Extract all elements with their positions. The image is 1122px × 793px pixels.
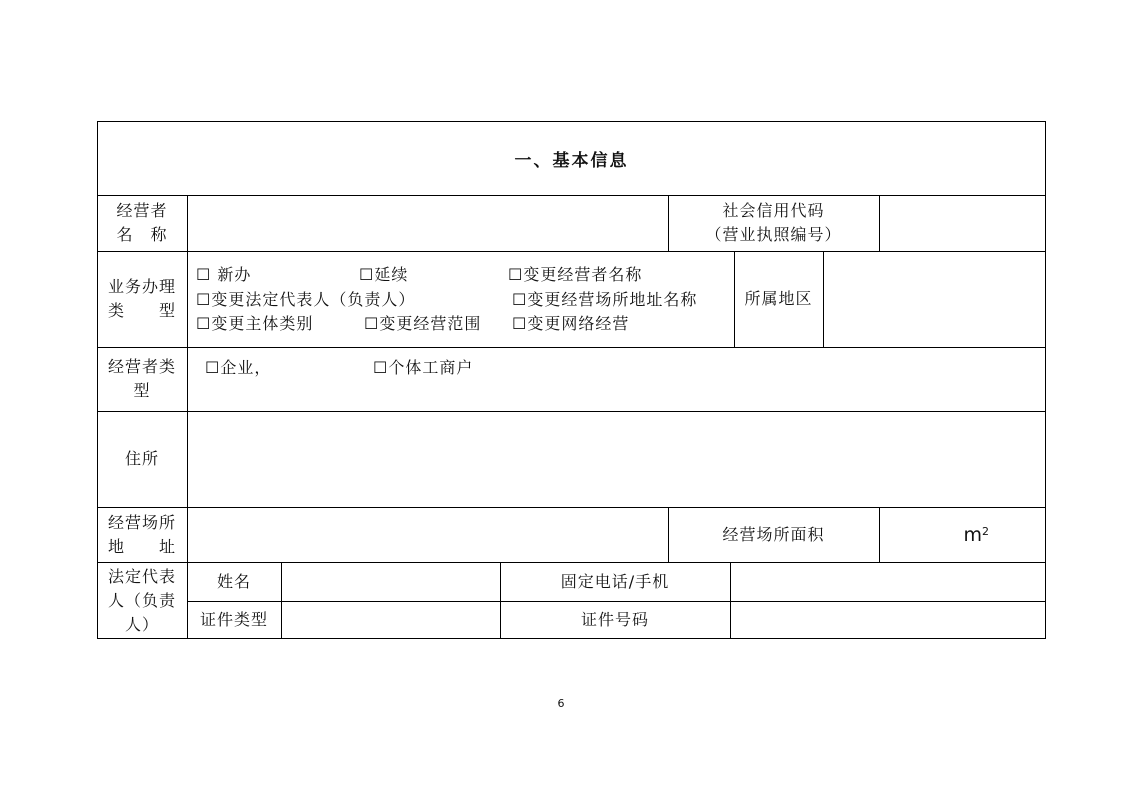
section-title: 一、基本信息 [514, 150, 629, 171]
residence-label: 住所 [124, 449, 159, 468]
region-field[interactable] [824, 252, 1045, 346]
phone-label: 固定电话/手机 [560, 571, 670, 591]
name-label: 姓名 [216, 571, 251, 591]
operator-type-label [97, 347, 187, 411]
residence-field[interactable] [188, 412, 1045, 506]
business-type-label [97, 251, 187, 347]
credit-code-label-line2: （营业执照编号） [705, 225, 842, 244]
operator-type-label-line1: 经营者类 [107, 357, 176, 376]
checkbox-change-business-scope[interactable]: ☐变更经营范围 [364, 314, 482, 333]
operator-name-label-line2: 名 称 [116, 225, 168, 244]
premises-address-label-line1: 经营场所 [107, 512, 176, 532]
credit-code-label [668, 195, 879, 251]
operator-type-label-line2: 型 [133, 381, 151, 400]
area-unit: m [963, 523, 982, 546]
premises-area-label: 经营场所面积 [722, 524, 825, 544]
legal-rep-label-line1: 法定代表 [107, 566, 176, 586]
credit-code-field[interactable] [880, 196, 1045, 250]
checkbox-change-online-business[interactable]: ☐变更网络经营 [512, 314, 630, 333]
premises-address-label-line2: 地 址 [107, 536, 176, 556]
checkbox-renew[interactable]: ☐延续 [359, 265, 409, 284]
checkbox-new[interactable]: ☐ 新办 [196, 265, 252, 284]
premises-address-field[interactable] [188, 508, 667, 561]
id-type-field[interactable] [282, 602, 499, 638]
premises-area-field[interactable] [880, 508, 1045, 561]
phone-field[interactable] [731, 563, 1045, 600]
premises-address-label [97, 507, 187, 562]
checkbox-change-premises-address[interactable]: ☐变更经营场所地址名称 [512, 290, 698, 309]
legal-rep-label-line2: 人（负责 [107, 590, 176, 610]
checkbox-change-entity-type[interactable]: ☐变更主体类别 [196, 314, 314, 333]
checkbox-individual-business[interactable]: ☐个体工商户 [373, 358, 474, 377]
legal-rep-label [97, 562, 187, 639]
id-type-label: 证件类型 [199, 610, 268, 629]
credit-code-label-line1: 社会信用代码 [722, 201, 825, 220]
name-field[interactable] [282, 563, 499, 600]
checkbox-change-legal-rep[interactable]: ☐变更法定代表人（负责人） [196, 290, 416, 309]
operator-name-label-line1: 经营者 [116, 201, 168, 220]
region-label: 所属地区 [744, 289, 813, 308]
operator-name-label [97, 195, 187, 251]
row-divider [97, 347, 1046, 348]
area-unit-superscript: 2 [982, 525, 989, 538]
operator-name-field[interactable] [188, 196, 667, 250]
id-number-field[interactable] [731, 602, 1045, 638]
business-type-label-line2: 类 型 [107, 301, 176, 320]
id-number-label: 证件号码 [580, 610, 649, 629]
checkbox-enterprise[interactable]: ☐企业， [205, 358, 272, 377]
business-type-label-line1: 业务办理 [107, 277, 176, 296]
legal-rep-label-line3: 人） [124, 614, 159, 634]
checkbox-change-operator-name[interactable]: ☐变更经营者名称 [508, 265, 643, 284]
page-number: 6 [557, 697, 565, 710]
